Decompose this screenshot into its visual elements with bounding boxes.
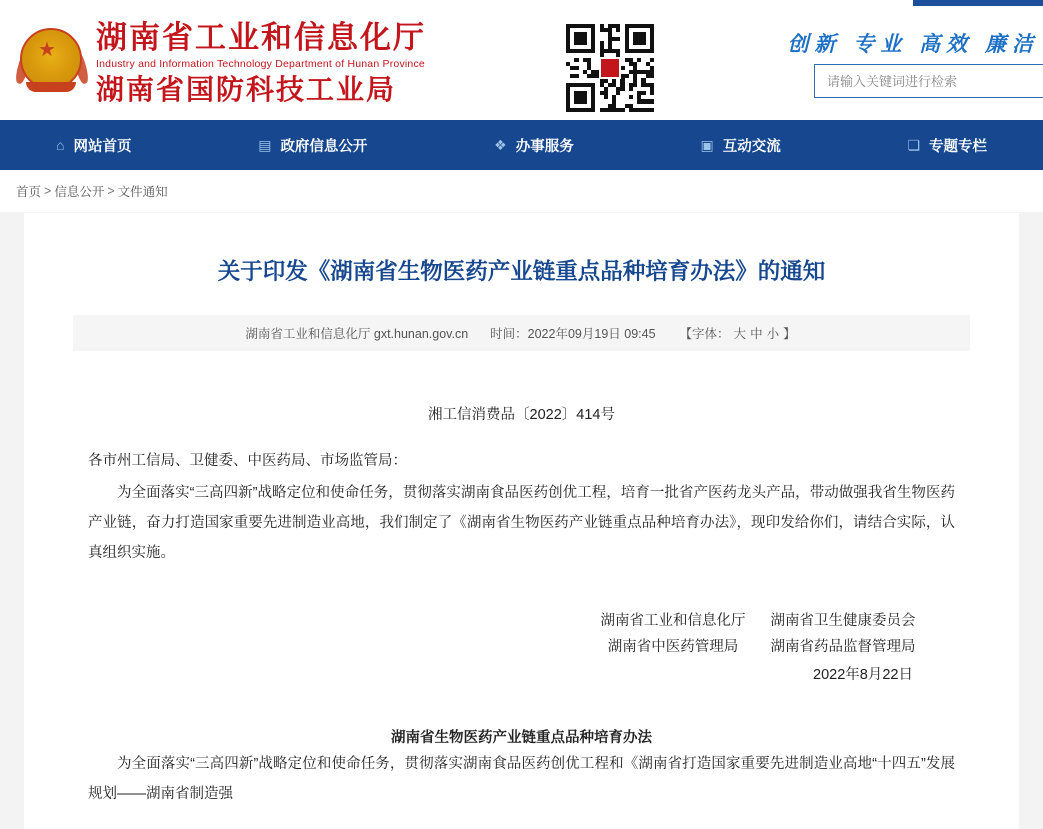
article-body-continued: [88, 749, 955, 809]
signer: 湖南省中医药管理局: [607, 639, 739, 655]
org-title-english: Industry and Information Technology Department of Hunan Province: [96, 58, 425, 70]
home-icon: ⌂: [56, 137, 65, 153]
site-titles: [96, 20, 426, 107]
article-addressee: 各市州工信局、卫健委、中医药局、市场监管局：: [88, 453, 407, 469]
org-subtitle: 湖南省国防科技工业局: [96, 74, 397, 105]
signature-row: [24, 608, 919, 634]
site-header: [0, 6, 1043, 120]
nav-item-label: 政府信息公开: [280, 138, 368, 155]
document-icon: ▤: [258, 137, 272, 153]
nav-item-services[interactable]: [478, 120, 590, 170]
layers-icon: ❏: [907, 137, 920, 153]
search-box[interactable]: [814, 64, 1043, 98]
chat-icon: ▣: [700, 137, 714, 153]
document-number: 湘工信消费品〔2022〕414号: [428, 407, 615, 423]
qr-code-icon[interactable]: [566, 24, 654, 112]
page-title: 关于印发《湖南省生物医药产业链重点品种培育办法》的通知: [217, 259, 826, 284]
nav-item-special-topics[interactable]: [891, 120, 1003, 170]
page-background: [0, 212, 1043, 829]
search-input[interactable]: [815, 65, 1043, 97]
signer: 湖南省工业和信息化厅: [600, 613, 746, 629]
qr-center-logo: [599, 57, 621, 79]
article-source-url: gxt.hunan.gov.cn: [373, 327, 469, 341]
signature-row: [24, 634, 919, 660]
font-size-medium-button[interactable]: 中: [750, 327, 763, 341]
nav-item-label: 网站首页: [73, 138, 132, 155]
article-meta: [73, 315, 970, 351]
article-paragraph-1: 为全面落实“三高四新”战略定位和使命任务，贯彻落实湖南食品医药创优工程，培育一批省产医药龙头产品，带动做强我省生物医药产业链，奋力打造国家重要先进制造业高地，我们制定了《湖南省生物医药产业链重点品种培育办法》，现印发给你们，请结合实际，认真组织实施。: [88, 485, 955, 561]
breadcrumb: [0, 170, 1043, 212]
nav-item-label: 互动交流: [722, 138, 781, 155]
breadcrumb-item-home[interactable]: 首页: [16, 185, 42, 199]
article-section-title: 湖南省生物医药产业链重点品种培育办法: [391, 730, 652, 746]
font-size-label-close: 】: [783, 327, 796, 341]
signer: 湖南省卫生健康委员会: [770, 613, 916, 629]
national-emblem-icon: ★: [16, 22, 88, 94]
breadcrumb-separator: >: [107, 184, 115, 198]
article-body: [88, 446, 955, 568]
org-title: 湖南省工业和信息化厅: [96, 20, 426, 55]
font-size-small-button[interactable]: 小: [766, 327, 780, 341]
nav-item-interaction[interactable]: [684, 120, 796, 170]
nav-item-label: 专题专栏: [929, 138, 987, 155]
article-source: 湖南省工业和信息化厅 gxt.hunan.gov.cn: [245, 327, 469, 341]
main-nav: [0, 120, 1043, 170]
breadcrumb-item-info[interactable]: 信息公开: [54, 185, 105, 199]
service-icon: ❖: [494, 137, 507, 153]
article-paragraph-2: 为全面落实“三高四新”战略定位和使命任务，贯彻落实湖南食品医药创优工程和《湖南省打造国家重要先进制造业高地“十四五”发展规划——湖南省制造强: [88, 756, 955, 802]
site-slogan: 创新 专业 高效 廉洁: [787, 33, 1039, 56]
article-signature: [24, 608, 919, 688]
font-size-label: 【字体：: [679, 327, 730, 341]
nav-item-label: 办事服务: [515, 138, 574, 155]
nav-item-government-info[interactable]: [242, 120, 383, 170]
signer: 湖南省药品监督管理局: [770, 639, 916, 655]
font-size-large-button[interactable]: 大: [733, 327, 747, 341]
article-time: 时间：2022年09月19日 09:45: [490, 327, 656, 341]
article-container: [24, 213, 1019, 829]
nav-item-home[interactable]: [40, 120, 147, 170]
breadcrumb-separator: >: [44, 184, 52, 198]
font-size-controls: [678, 324, 798, 342]
signature-date: 2022年8月22日: [813, 667, 913, 683]
breadcrumb-item-notice[interactable]: 文件通知: [117, 185, 168, 199]
